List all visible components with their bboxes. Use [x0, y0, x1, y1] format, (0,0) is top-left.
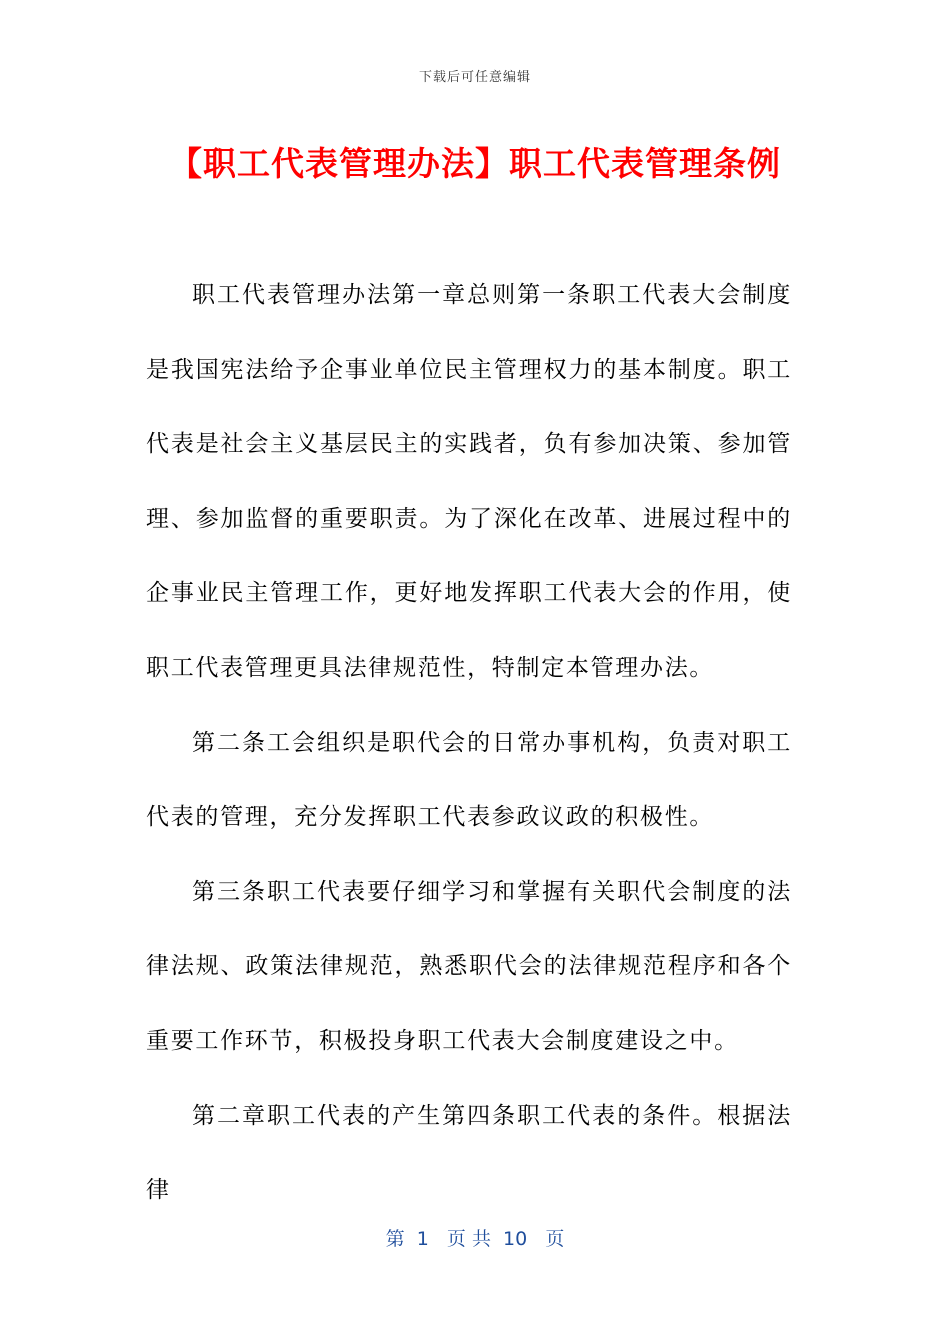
- paragraph: 第三条职工代表要仔细学习和掌握有关职代会制度的法律法规、政策法律规范，熟悉职代会的法律规范程序和各个重要工作环节，积极投身职工代表大会制度建设之中。: [146, 878, 792, 1054]
- paragraph: 职工代表管理办法第一章总则第一条职工代表大会制度是我国宪法给予企事业单位民主管理权力的基本制度。职工代表是社会主义基层民主的实践者，负有参加决策、参加管理、参加监督的重要职责。为了深化在改革、进展过程中的企事业民主管理工作，更好地发挥职工代表大会的作用，使职工代表管理更具法律规范性，特制定本管理办法。: [146, 282, 792, 681]
- header-note: 下载后可任意编辑: [418, 70, 531, 85]
- paragraph: 第二条工会组织是职代会的日常办事机构，负责对职工代表的管理，充分发挥职工代表参政议政的积极性。: [146, 729, 792, 831]
- page-number-footer: 第 1 页 共 10 页: [385, 1228, 565, 1250]
- paragraph: 第二章职工代表的产生第四条职工代表的条件。根据法律: [146, 1102, 792, 1204]
- document-title: 【职工代表管理办法】职工代表管理条例: [169, 144, 781, 183]
- document-body: [146, 258, 792, 1228]
